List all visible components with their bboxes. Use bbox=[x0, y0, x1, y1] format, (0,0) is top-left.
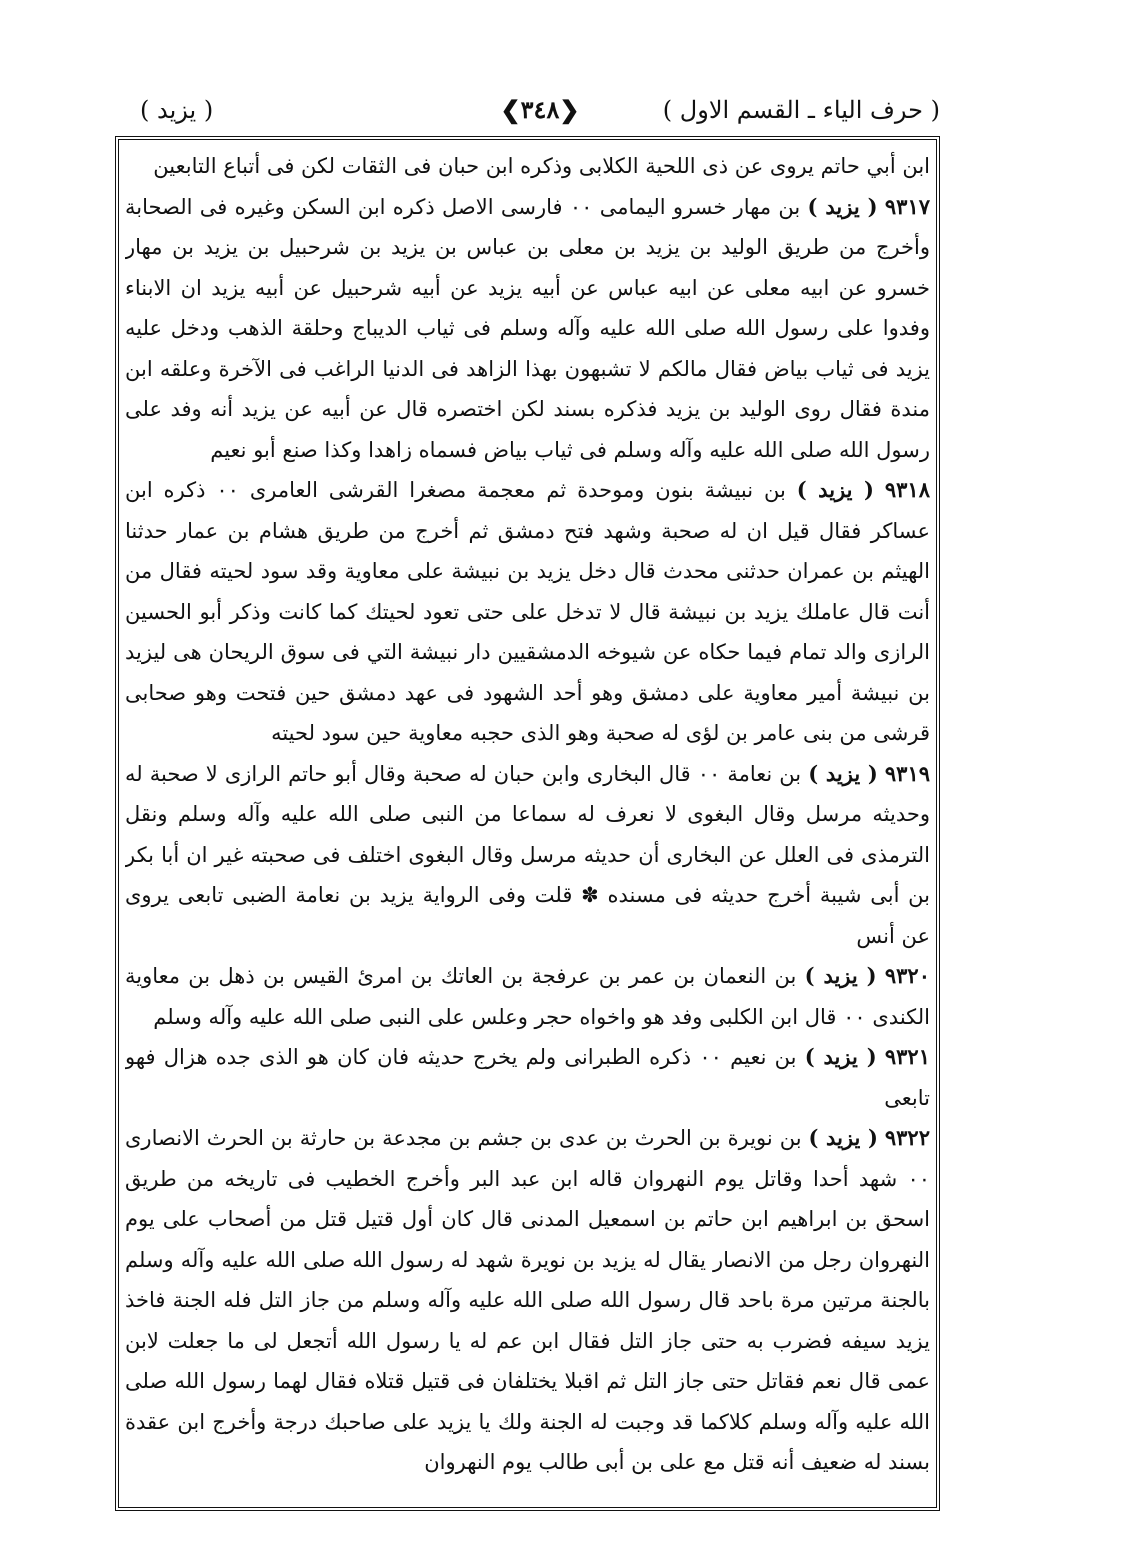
entry-9319 bbox=[125, 754, 930, 957]
entry-text: بن نعيم ٠٠ ذكره الطبرانى ولم يخرج حديثه فان كان هو الذى جده هزال فهو تابعى bbox=[125, 1045, 930, 1110]
entry-9321 bbox=[125, 1037, 930, 1118]
entry-number: ٩٣١٩ bbox=[884, 760, 930, 786]
page-number: ❮٣٤٨❯ bbox=[500, 95, 580, 124]
entry-number: ٩٣١٨ bbox=[884, 477, 930, 502]
entry-text: بن النعمان بن عمر بن عرفجة بن العاتك بن امرئ القيس بن ذهل بن معاوية الكندى ٠٠ قال ابن الكلبى وفد هو واخواه حجر وعلس على النبى صلى الله عليه وآله وسلم bbox=[125, 964, 930, 1029]
entry-name: ( يزيد ) bbox=[808, 1125, 878, 1150]
chapter-title: ( حرف الياء ـ القسم الاول ) bbox=[662, 96, 940, 124]
entry-number: ٩٣٢٢ bbox=[884, 1125, 930, 1150]
entry-name: ( يزيد ) bbox=[804, 1044, 877, 1069]
entry-number: ٩٣٢٠ bbox=[884, 963, 930, 988]
entry-name: ( يزيد ) bbox=[796, 477, 874, 502]
entry-text: بن نبيشة بنون وموحدة ثم معجمة مصغرا القرشى العامرى ٠٠ ذكره ابن عساكر فقال قيل ان له صحبة وشهد فتح دمشق ثم أخرج من طريق هشام بن عمار حدثنا الهيثم بن عمران حدثنى محدث قال دخل يزيد بن نبيشة على معاوية وقد سود لحيته فقال من أنت قال عاملك يزيد بن نبيشة قال لا تدخل على حتى تعود لحيتك كما كانت وذكر أبو الحسين الرازى والد تمام فيما حكاه عن شيوخه الدمشقيين دار نبيشة التي فى سوق الريحان هى ليزيد بن نبيشة أمير معاوية على دمشق وهو أحد الشهود فى عهد دمشق حين فتحت وهو صحابى قرشى من بنى عامر بن لؤى له صحبة وهو الذى حجبه معاوية حين سود لحيته bbox=[125, 478, 930, 745]
page-header bbox=[140, 92, 940, 132]
entry-9320 bbox=[125, 956, 930, 1037]
entry-text: بن نويرة بن الحرث بن عدى بن جشم بن مجدعة بن حارثة بن الحرث الانصارى ٠٠ شهد أحدا وقاتل يوم النهروان قاله ابن عبد البر وأخرج الخطيب فى تاريخه من طريق اسحق بن ابراهيم ابن حاتم بن اسمعيل المدنى قال كان أول قتيل قتل من أصحاب على يوم النهروان رجل من الانصار يقال له يزيد بن نويرة شهد له رسول الله صلى الله عليه وآله وسلم بالجنة مرتين مرة باحد قال رسول الله صلى الله عليه وآله وسلم من جاز التل فله الجنة فاخذ يزيد سيفه فضرب به حتى جاز التل فقال ابن عم له يا رسول الله أتجعل لى ما جعلت لابن عمى قال نعم فقاتل حتى جاز التل ثم اقبلا يختلفان فى قتيل قتلاه فقال لهما رسول الله صلى الله عليه وآله وسلم كلاكما قد وجبت له الجنة ولك يا يزيد على صاحبك درجة وأخرج ابن عقدة بسند له ضعيف أنه قتل مع على بن أبى طالب يوم النهروان bbox=[125, 1126, 930, 1474]
paragraph-text: ابن أبي حاتم يروى عن ذى اللحية الكلابى وذكره ابن حبان فى الثقات لكن فى أتباع التابعين bbox=[153, 154, 930, 178]
entry-text: بن مهار خسرو اليمامى ٠٠ فارسى الاصل ذكره ابن السكن وغيره فى الصحابة وأخرج من طريق الوليد بن يزيد بن معلى بن عباس بن يزيد بن شرحبيل بن يزيد بن مهار خسرو عن ابيه معلى عن ابيه عباس عن أبيه يزيد عن أبيه شرحبيل عن أبيه يزيد ان الابناء وفدوا على رسول الله صلى الله عليه وآله وسلم فى ثياب الديباج وحلقة الذهب ودخل عليه يزيد فى ثياب بياض فقال مالكم لا تشبهون بهذا الزاهد فى الدنيا الراغب فى الآخرة وعلقه ابن مندة فقال روى الوليد بن يزيد فذكره بسند لكن اختصره قال عن أبيه عن يزيد أنه وفد على رسول الله صلى الله عليه وآله وسلم فى ثياب بياض فسماه زاهدا وكذا صنع أبو نعيم bbox=[125, 194, 930, 462]
entry-9322 bbox=[125, 1118, 930, 1483]
entry-heading: ( يزيد ) bbox=[140, 96, 214, 124]
entry-number: ٩٣١٧ bbox=[884, 193, 930, 219]
entry-name: ( يزيد ) bbox=[807, 193, 878, 219]
entry-9318 bbox=[125, 470, 930, 754]
entry-text: بن نعامة ٠٠ قال البخارى وابن حبان له صحبة وقال أبو حاتم الرازى لا صحبة له وحديثه مرسل وقال البغوى لا نعرف له سماعا من النبى صلى الله عليه وآله وسلم ونقل الترمذى فى العلل عن البخارى أن حديثه مرسل وقال البغوى اختلف فى صحبته غير ان أبا بكر بن أبى شيبة أخرج حديثه فى مسنده ✽ قلت وفى الرواية يزيد بن نعامة الضبى تابعى يروى عن أنس bbox=[125, 761, 930, 948]
entry-9317 bbox=[125, 187, 930, 471]
text-body bbox=[125, 146, 930, 1501]
entry-name: ( يزيد ) bbox=[808, 760, 878, 786]
paragraph-continuation bbox=[125, 146, 930, 187]
entry-number: ٩٣٢١ bbox=[884, 1044, 930, 1069]
entry-name: ( يزيد ) bbox=[804, 963, 877, 988]
